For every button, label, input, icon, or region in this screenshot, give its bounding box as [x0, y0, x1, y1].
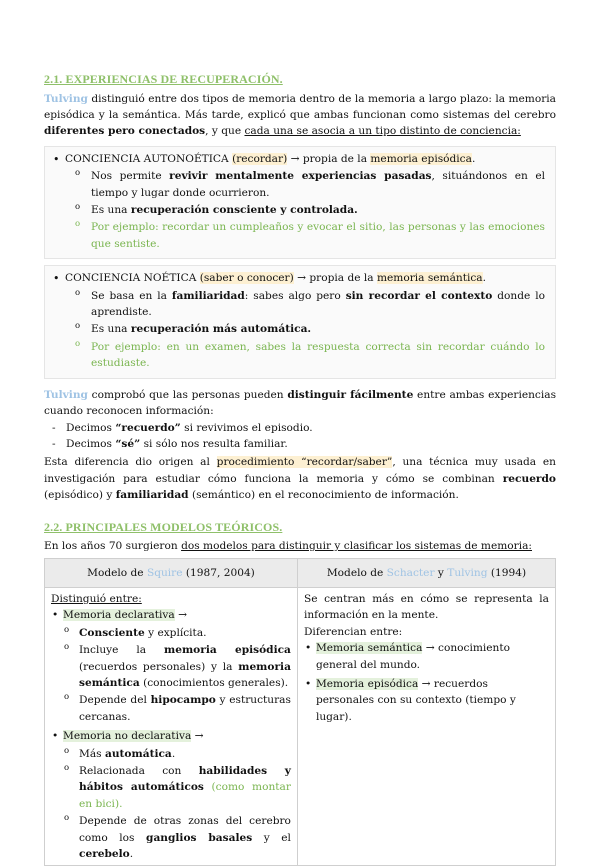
bold-text: distinguir fácilmente: [287, 388, 414, 401]
text: si sólo nos resulta familiar.: [140, 437, 288, 450]
list-item: [51, 642, 291, 691]
highlight: memoria episódica: [370, 152, 472, 165]
highlight: procedimiento “recordar/saber”: [216, 456, 393, 469]
author-name: Tulving: [44, 388, 88, 401]
bold-text: Consciente: [79, 626, 145, 639]
cell-text: Se centran más en cómo se representa la información en la mente.: [303, 592, 549, 622]
text: Esta diferencia dio origen al: [44, 456, 217, 469]
text: Es una: [91, 204, 131, 217]
text: →: [191, 730, 204, 743]
author-name: Tulving: [447, 566, 488, 579]
text: , situándonos en el tiempo y lugar donde ocurrieron.: [91, 170, 546, 199]
text: comprobó que las personas pueden: [87, 388, 288, 401]
bold-text: “recuerdo”: [115, 421, 181, 434]
list-item: [51, 813, 291, 862]
declarative-item: [51, 607, 291, 623]
noetic-heading: [51, 270, 545, 286]
text: , y que: [205, 125, 245, 138]
text: .: [482, 272, 486, 285]
text: si revivimos el episodio.: [180, 421, 313, 434]
header-squire: [45, 558, 298, 587]
text: (semántico) en el reconocimiento de información.: [188, 489, 459, 502]
bold-text: memoria semántica: [79, 660, 291, 689]
text: .: [171, 747, 176, 760]
bold-text: recuperación más automática.: [130, 323, 312, 336]
bold-text: diferentes pero conectados: [44, 125, 206, 138]
episodic-item: [304, 676, 549, 725]
underlined-text: dos modelos para distinguir y clasificar los sistemas de memoria:: [181, 540, 532, 553]
text: y explícita.: [144, 626, 207, 639]
text: Relacionada con: [79, 765, 199, 777]
highlight: Memoria declarativa: [63, 609, 175, 622]
example-item: o Por ejemplo: en un examen, sabes la respuesta correcta sin recordar cuándo lo estudiaste.: [51, 339, 545, 372]
text: .: [471, 152, 476, 165]
bold-text: familiaridad: [115, 489, 189, 502]
bold-text: hipocampo: [150, 694, 216, 707]
list-item: [51, 625, 291, 641]
text: Decimos: [66, 421, 116, 434]
text: : sabes algo pero: [244, 289, 346, 302]
text: Más: [79, 747, 105, 760]
text: En los años 70 surgieron: [44, 540, 182, 553]
bold-text: recuperación consciente y controlada.: [130, 204, 358, 217]
cell-text: Diferencian entre:: [303, 625, 403, 638]
highlight: memoria semántica: [376, 272, 483, 285]
bold-text: cerebelo: [79, 848, 130, 861]
text: Incluye la: [79, 644, 165, 657]
section-title-modelos: 2.2. PRINCIPALES MODELOS TEÓRICOS.: [44, 519, 283, 534]
table-row: [45, 587, 556, 866]
text: → conocimiento general del mundo.: [315, 642, 511, 671]
example-text: (como montar en bici).: [79, 781, 291, 810]
text: Depende del: [79, 694, 151, 707]
text: , una técnica muy usada en investigación para estudiar cómo funciona la memoria y cómo se combinan: [44, 456, 556, 485]
squire-cell: [45, 587, 298, 866]
text: y el: [252, 831, 291, 844]
text: → recuerdos personales con su contexto (tiempo y lugar).: [315, 677, 516, 723]
text: Modelo de: [87, 566, 147, 579]
section-title-recuperacion: 2.1. EXPERIENCIAS DE RECUPERACIÓN.: [44, 72, 283, 86]
text: CONCIENCIA NOÉTICA: [65, 272, 197, 285]
text: Se basa en la: [91, 289, 172, 302]
models-intro: [44, 538, 556, 554]
highlight: Memoria episódica: [315, 677, 419, 690]
intro-paragraph: [44, 91, 556, 140]
list-item: [51, 202, 545, 218]
bold-text: automática: [104, 747, 172, 760]
dash-item-recuerdo: [44, 420, 556, 436]
bold-text: revivir mentalmente experiencias pasadas: [169, 170, 432, 183]
paragraph-procedimiento: [44, 454, 556, 503]
dash-item-se: [44, 436, 556, 452]
noetic-box: [44, 265, 556, 378]
list-item: [51, 746, 291, 762]
bold-text: recuerdo: [502, 472, 556, 485]
text: Depende de otras zonas del cerebro como los: [79, 815, 291, 844]
text: y estructuras cercanas.: [79, 694, 291, 723]
bold-text: ganglios basales: [146, 831, 253, 844]
text: (1994): [487, 566, 527, 579]
table-header-row: [45, 558, 556, 587]
text: donde lo aprendiste.: [91, 289, 545, 319]
highlight: Memoria no declarativa: [63, 730, 192, 743]
text: (episódico) y: [44, 489, 116, 502]
autonoetic-heading: [51, 151, 545, 167]
author-name: Squire: [146, 566, 183, 579]
highlight: (recordar): [232, 152, 288, 165]
list-item: [51, 288, 545, 321]
bold-text: memoria episódica: [164, 644, 291, 657]
schacter-tulving-cell: [297, 587, 555, 866]
text: (conocimientos generales).: [139, 676, 289, 689]
text: y: [434, 566, 448, 579]
bold-text: sin recordar el contexto: [345, 289, 493, 302]
text: → propia de la: [293, 272, 377, 285]
example-item: o Por ejemplo: recordar un cumpleaños y evocar el sitio, las personas y las emociones que sentiste.: [51, 219, 545, 252]
highlight: Memoria semántica: [315, 642, 423, 655]
text: distinguió entre dos tipos de memoria dentro de la memoria a largo plazo: la memoria episódica y la semántica. Más tarde, explicó que ambas funcionan como sistemas del cerebro: [44, 92, 556, 121]
text: Modelo de: [326, 566, 387, 579]
list-item: [51, 692, 291, 725]
text: →: [174, 609, 187, 622]
author-name: Tulving: [44, 92, 88, 105]
text: Es una: [91, 323, 131, 336]
text: .: [129, 848, 134, 861]
paragraph-tulving-comprobo: [44, 387, 556, 420]
models-table: [44, 558, 556, 866]
text: → propia de la: [287, 152, 371, 165]
text: CONCIENCIA AUTONOÉTICA: [65, 152, 229, 165]
list-item: [51, 321, 545, 337]
text: Decimos: [66, 437, 116, 450]
autonoetic-box: [44, 146, 556, 259]
semantic-item: [304, 640, 549, 673]
text: entre ambas experiencias cuando reconocen información:: [44, 388, 557, 418]
bold-text: habilidades y hábitos automáticos: [79, 765, 291, 794]
cell-intro: Distinguió entre:: [51, 592, 142, 605]
text: Nos permite: [91, 170, 170, 183]
text: (1987, 2004): [182, 566, 255, 579]
bold-text: familiaridad: [171, 289, 245, 302]
bold-text: “sé”: [115, 437, 141, 450]
list-item: [51, 763, 291, 812]
text: (recuerdos personales) y la: [79, 660, 239, 673]
header-schacter-tulving: [297, 558, 555, 587]
underlined-text: cada una se asocia a un tipo distinto de conciencia:: [244, 125, 521, 138]
nondeclarative-item: [51, 728, 291, 744]
highlight: (saber o conocer): [199, 272, 294, 285]
list-item: [51, 168, 545, 201]
author-name: Schacter: [386, 566, 435, 579]
